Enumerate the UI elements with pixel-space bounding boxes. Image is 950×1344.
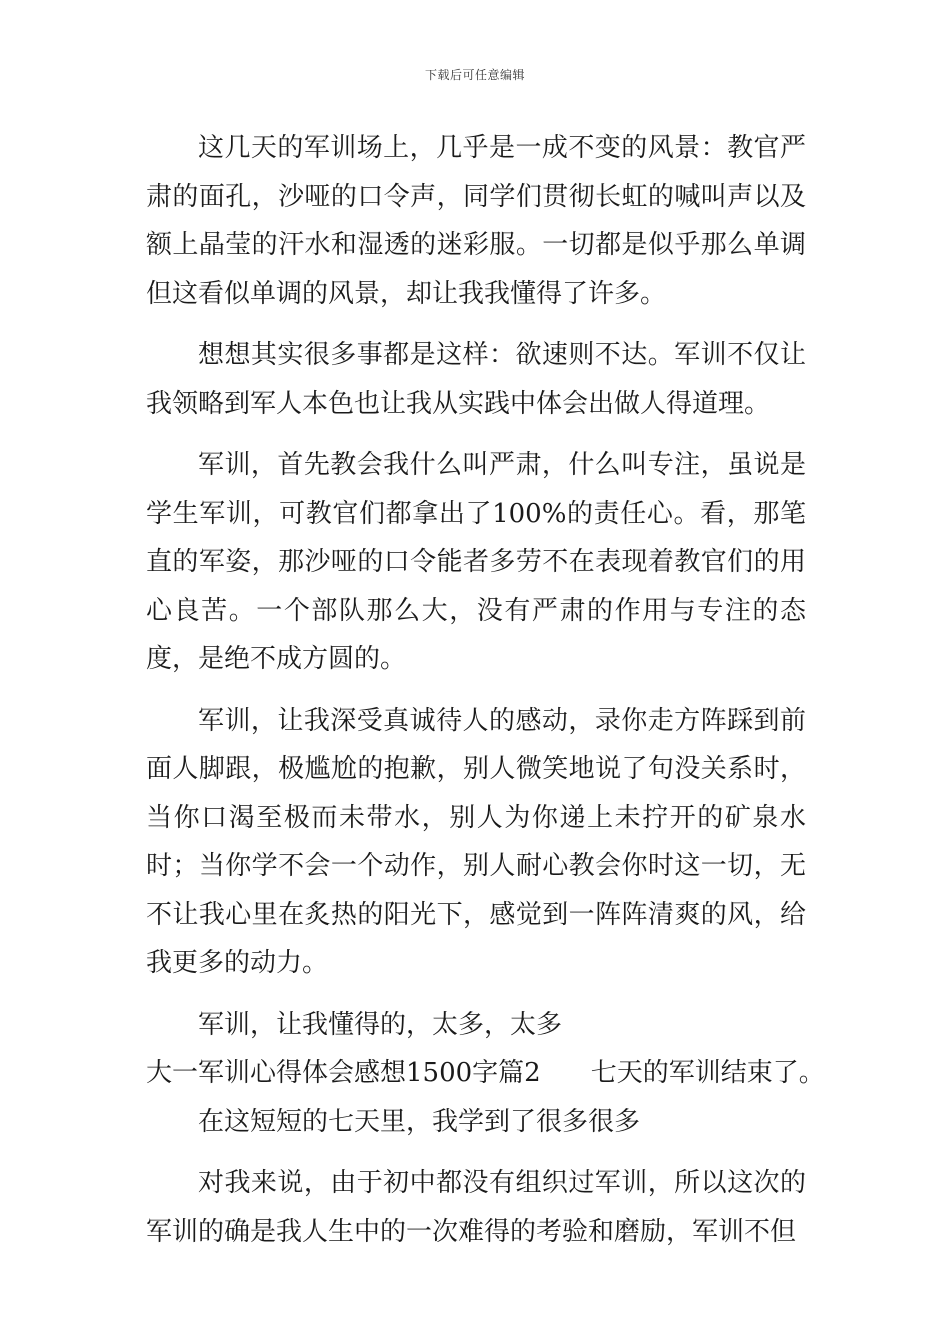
paragraph-1: 这几天的军训场上，几乎是一成不变的风景：教官严肃的面孔，沙哑的口令声，同学们贯彻长虹的喊叫声以及额上晶莹的汗水和湿透的迷彩服。一切都是似乎那么单调但这看似单调的风景，却让我我懂得了许多。 <box>146 133 806 309</box>
section-heading-line <box>146 1049 825 1098</box>
section-title-tail: 七天的军训结束了。 <box>590 1058 825 1088</box>
paragraph-6: 在这短短的七天里，我学到了很多很多 <box>198 1106 641 1137</box>
paragraph-4: 军训，让我深受真诚待人的感动，录你走方阵踩到前面人脚跟，极尴尬的抱歉，别人微笑地说了句没关系时，当你口渴至极而未带水，别人为你递上未拧开的矿泉水时；当你学不会一个动作，别人耐心教会你时这一切，无不让我心里在炙热的阳光下，感觉到一阵阵清爽的风，给我更多的动力。 <box>146 705 806 978</box>
paragraph-2: 想想其实很多事都是这样：欲速则不达。军训不仅让我领略到军人本色也让我从实践中体会出做人得道理。 <box>146 340 806 419</box>
document-body <box>146 124 825 1269</box>
paragraph-3: 军训，首先教会我什么叫严肃，什么叫专注，虽说是学生军训，可教官们都拿出了100%的责任心。看，那笔直的军姿，那沙哑的口令能者多劳不在表现着教官们的用心良苦。一个部队那么大，没有严肃的作用与专注的态度，是绝不成方圆的。 <box>146 450 806 674</box>
section-title: 大一军训心得体会感想1500字篇2 <box>146 1058 541 1088</box>
paragraph-7: 对我来说，由于初中都没有组织过军训，所以这次的军训的确是我人生中的一次难得的考验和磨励，军训不但 <box>146 1168 806 1247</box>
paragraph-5: 军训，让我懂得的，太多，太多 <box>198 1009 563 1040</box>
header-note: 下载后可任意编辑 <box>424 68 525 82</box>
